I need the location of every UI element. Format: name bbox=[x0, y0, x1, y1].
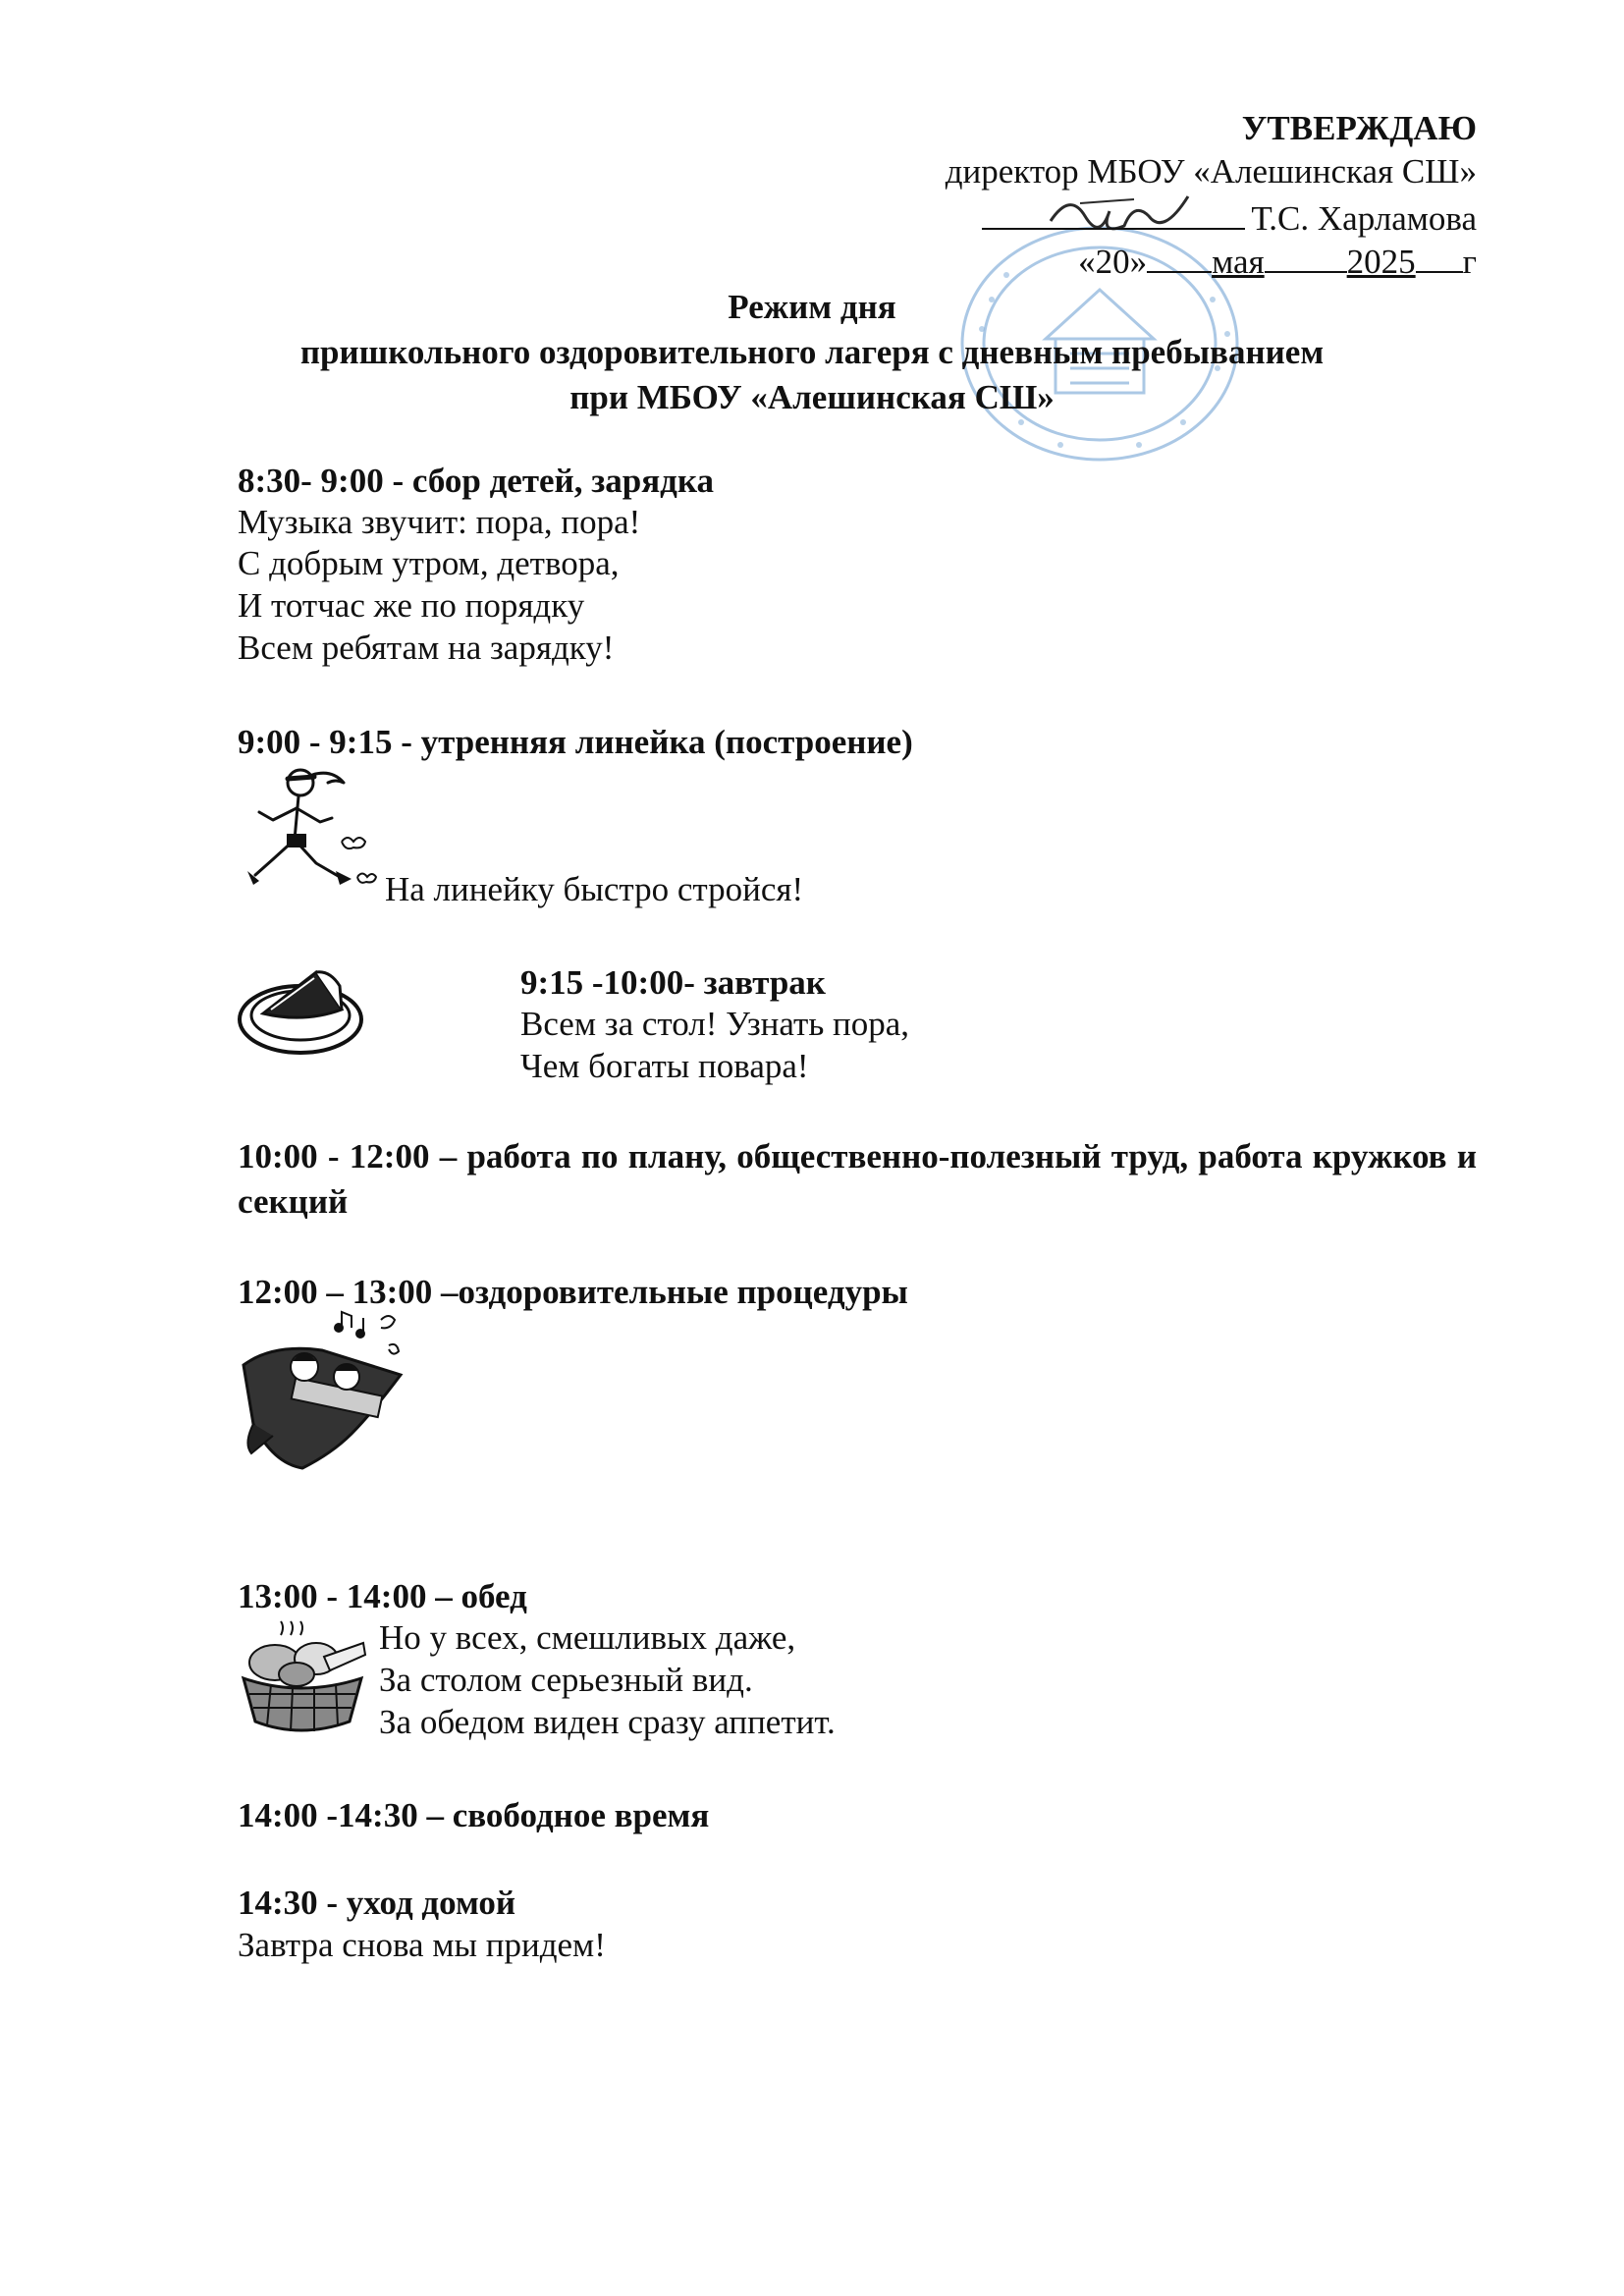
pie-icon bbox=[236, 953, 368, 1061]
date-day: «20» bbox=[1078, 243, 1148, 281]
date-gap bbox=[1416, 242, 1463, 273]
schedule-verse-line: Всем за стол! Узнать пора, bbox=[520, 1005, 910, 1043]
signature-underline bbox=[982, 198, 1245, 230]
schedule-verse-line: Музыка звучит: пора, пора! bbox=[238, 503, 641, 541]
schedule-verse-line: С добрым утром, детвора, bbox=[238, 544, 620, 582]
schedule-time: 12:00 – 13:00 –оздоровительные процедуры bbox=[238, 1273, 908, 1311]
date-year: 2025 bbox=[1346, 243, 1416, 281]
schedule-verse-line: Чем богаты повара! bbox=[520, 1047, 809, 1085]
approval-title: УТВЕРЖДАЮ bbox=[1241, 109, 1477, 147]
schedule-time: 13:00 - 14:00 – обед bbox=[238, 1577, 527, 1615]
schedule-verse-line: Завтра снова мы придем! bbox=[238, 1926, 606, 1964]
schedule-time: 9:00 - 9:15 - утренняя линейка (построение) bbox=[238, 723, 913, 761]
piano-icon bbox=[234, 1306, 420, 1478]
approval-director-position: директор МБОУ «Алешинская СШ» bbox=[945, 152, 1477, 191]
schedule-verse-line: За столом серьезный вид. bbox=[379, 1661, 753, 1699]
bread-basket-icon bbox=[236, 1615, 373, 1743]
schedule-time: 14:00 -14:30 – свободное время bbox=[238, 1796, 710, 1834]
heading-title: Режим дня bbox=[728, 288, 896, 326]
runner-icon bbox=[234, 761, 391, 903]
date-month: мая bbox=[1212, 243, 1265, 281]
date-gap bbox=[1147, 242, 1212, 273]
schedule-verse-line: Но у всех, смешливых даже, bbox=[379, 1618, 796, 1657]
date-suffix: г bbox=[1462, 243, 1477, 281]
schedule-time: 9:15 -10:00- завтрак bbox=[520, 963, 826, 1002]
schedule-time: 8:30- 9:00 - сбор детей, зарядка bbox=[238, 462, 715, 500]
approval-signature-line bbox=[844, 196, 1477, 242]
director-name: Т.С. Харламова bbox=[1251, 199, 1477, 238]
heading-subtitle: пришкольного оздоровительного лагеря с дневным пребыванием bbox=[299, 333, 1325, 371]
approval-date bbox=[884, 240, 1477, 285]
date-gap bbox=[1265, 242, 1347, 273]
schedule-verse-line: Всем ребятам на зарядку! bbox=[238, 629, 615, 667]
schedule-verse-line: За обедом виден сразу аппетит. bbox=[379, 1703, 836, 1741]
schedule-verse-line: И тотчас же по порядку bbox=[238, 586, 585, 625]
schedule-verse-line: На линейку быстро стройся! bbox=[385, 870, 804, 908]
schedule-time: 10:00 - 12:00 – работа по плану, общественно-полезный труд, работа кружков и секций bbox=[238, 1137, 1477, 1221]
schedule-time: 14:30 - уход домой bbox=[238, 1884, 516, 1922]
heading-school: при МБОУ «Алешинская СШ» bbox=[569, 378, 1055, 416]
